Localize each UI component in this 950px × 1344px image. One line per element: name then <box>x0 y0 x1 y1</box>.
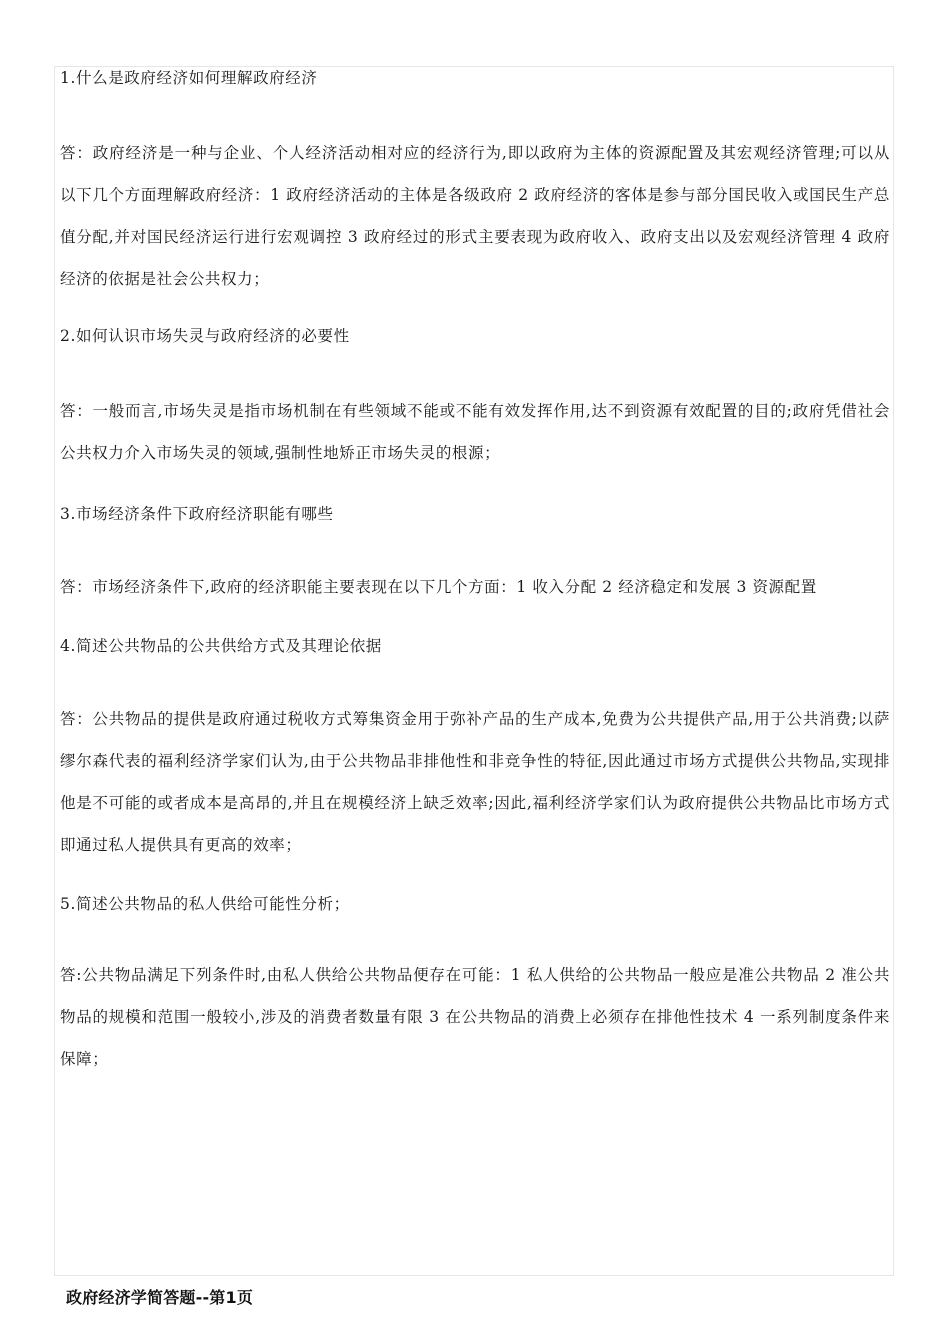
answer-3: 答：市场经济条件下,政府的经济职能主要表现在以下几个方面：1 收入分配 2 经济稳定和发展 3 资源配置 <box>60 578 817 596</box>
question-2: 2.如何认识市场失灵与政府经济的必要性 <box>60 327 350 345</box>
page-footer: 政府经济学简答题--第1页 <box>66 1288 254 1307</box>
question-1: 1.什么是政府经济如何理解政府经济 <box>60 69 318 87</box>
answer-1: 答：政府经济是一种与企业、个人经济活动相对应的经济行为,即以政府为主体的资源配置及其宏观经济管理;可以从以下几个方面理解政府经济：1 政府经济活动的主体是各级政府 2 政府经济的客体是参与部分国民收入或国民生产总值分配,并对国民经济运行进行宏观调控 3 政府经过的形式主要表现为政府收入、政府支出以及宏观经济管理 4 政府经济的依据是社会公共权力； <box>60 144 890 288</box>
document-content <box>60 64 890 1080</box>
question-5: 5.简述公共物品的私人供给可能性分析； <box>60 895 350 913</box>
question-3: 3.市场经济条件下政府经济职能有哪些 <box>60 505 334 523</box>
answer-2: 答：一般而言,市场失灵是指市场机制在有些领域不能或不能有效发挥作用,达不到资源有效配置的目的;政府凭借社会公共权力介入市场失灵的领域,强制性地矫正市场失灵的根源； <box>60 402 890 462</box>
question-4: 4.简述公共物品的公共供给方式及其理论依据 <box>60 637 382 655</box>
answer-4: 答：公共物品的提供是政府通过税收方式筹集资金用于弥补产品的生产成本,免费为公共提供产品,用于公共消费;以萨缪尔森代表的福利经济学家们认为,由于公共物品非排他性和非竞争性的特征,因此通过市场方式提供公共物品,实现排他是不可能的或者成本是高昂的,并且在规模经济上缺乏效率;因此,福利经济学家们认为政府提供公共物品比市场方式即通过私人提供具有更高的效率； <box>60 710 890 854</box>
answer-5: 答:公共物品满足下列条件时,由私人供给公共物品便存在可能：1 私人供给的公共物品一般应是准公共物品 2 准公共物品的规模和范围一般较小,涉及的消费者数量有限 3 在公共物品的消费上必须存在排他性技术 4 一系列制度条件来保障； <box>60 966 890 1068</box>
